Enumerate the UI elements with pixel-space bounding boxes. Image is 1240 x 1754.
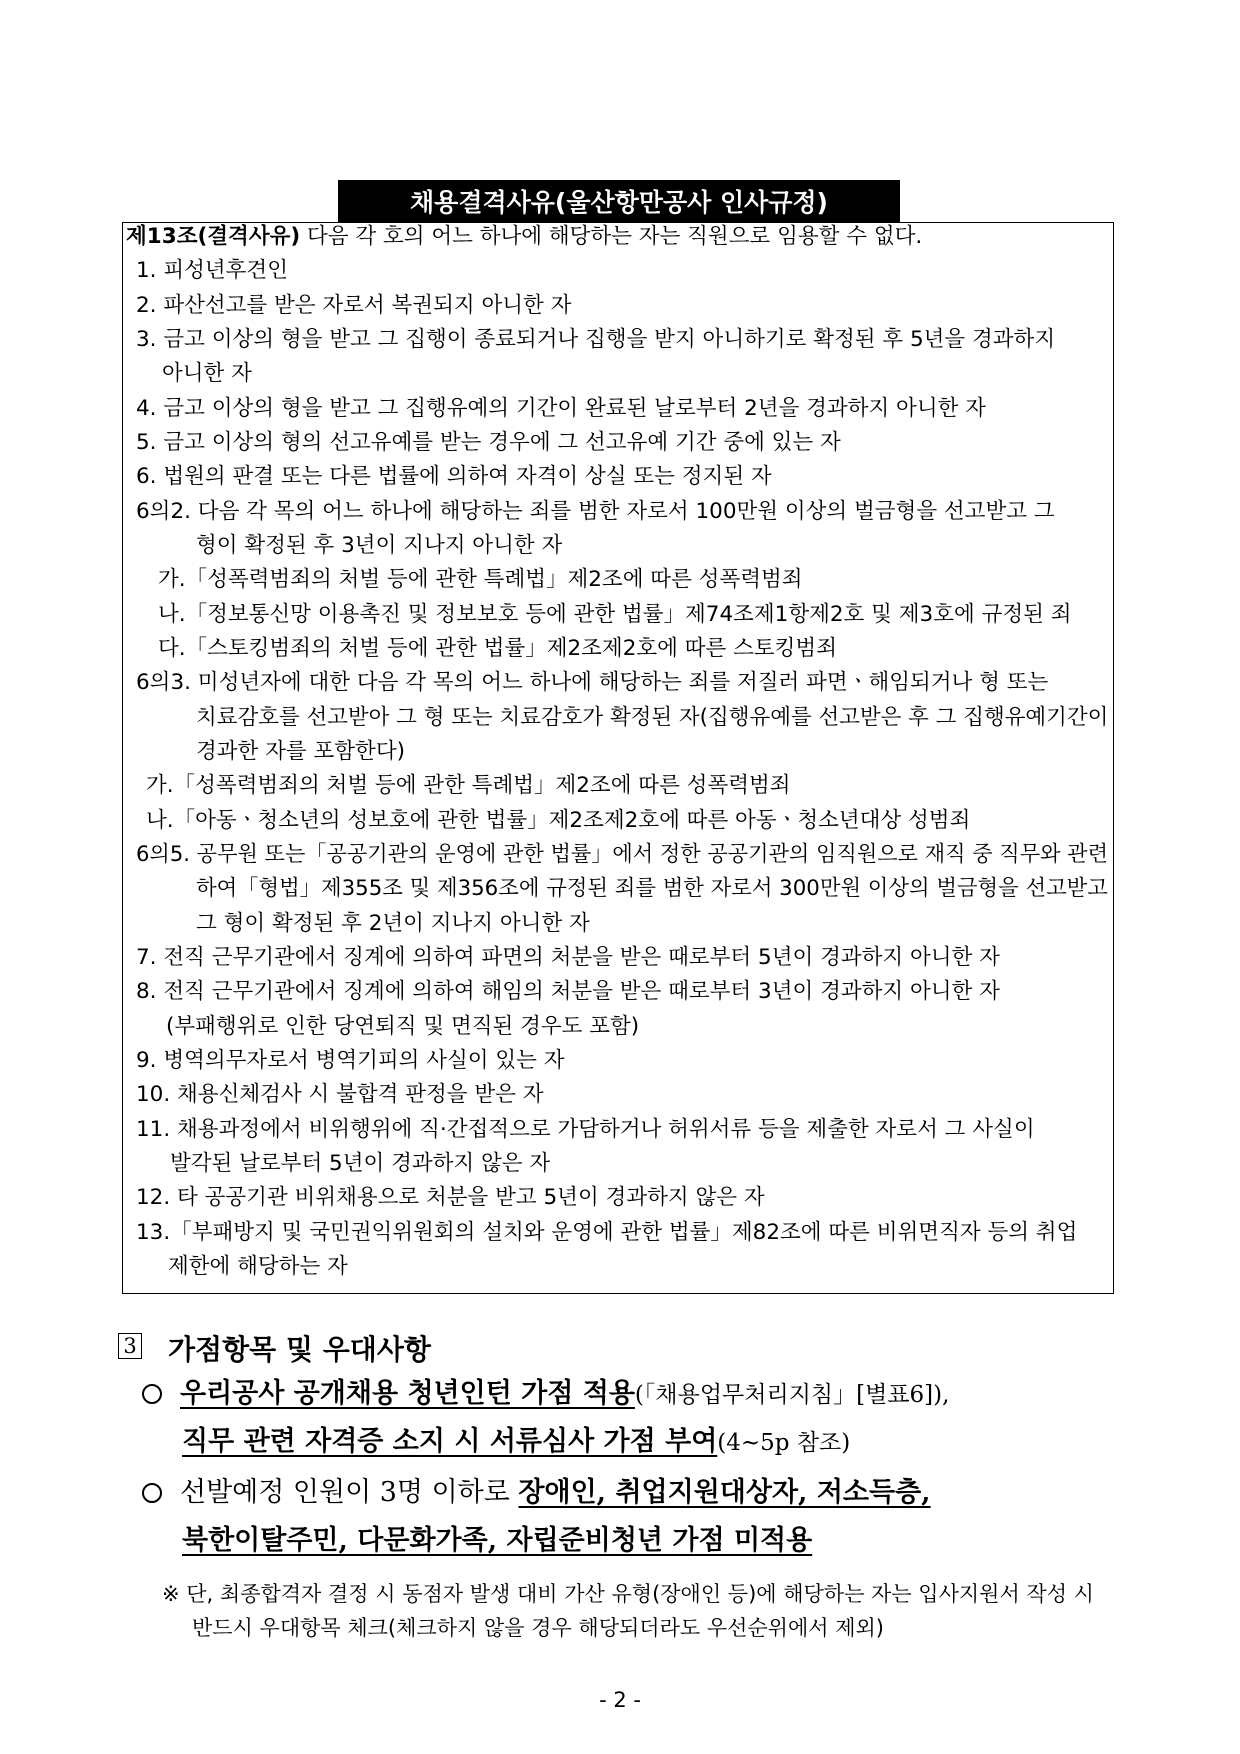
rule-line: 경과한 자를 포함한다) <box>196 739 405 764</box>
rule-line: 6의2. 다음 각 목의 어느 하나에 해당하는 죄를 범한 자로서 100만원 이상의 벌금형을 선고받고 그 <box>136 499 1055 524</box>
rule-line: 8. 전직 근무기관에서 징계에 의하여 해임의 처분을 받은 때로부터 3년이 경과하지 아니한 자 <box>136 979 1000 1004</box>
page-number: - 2 - <box>599 1688 641 1712</box>
bullet-2-emphasis: 장애인, 취업지원대상자, 저소득층, <box>518 1477 931 1508</box>
bullet-2-text: 선발예정 인원이 3명 이하로 <box>180 1477 519 1508</box>
rule-line: 나.「정보통신망 이용촉진 및 정보보호 등에 관한 법률」제74조제1항제2호 및 제3호에 규정된 죄 <box>158 602 1072 627</box>
rule-line: 하여「형법」제355조 및 제356조에 규정된 죄를 범한 자로서 300만원 이상의 벌금형을 선고받고 <box>196 876 1108 901</box>
rule-line: 11. 채용과정에서 비위행위에 직·간접적으로 가담하거나 허위서류 등을 제출한 자로서 그 사실이 <box>136 1117 1035 1142</box>
rule-line: 형이 확정된 후 3년이 지나지 아니한 자 <box>196 533 563 558</box>
rule-title: 채용결격사유(울산항만공사 인사규정) <box>338 180 900 222</box>
bullet-1-note-2: (4~5p 참조) <box>717 1430 851 1456</box>
rule-line: 6의3. 미성년자에 대한 다음 각 목의 어느 하나에 해당하는 죄를 저질러 파면ㆍ해임되거나 형 또는 <box>136 670 1049 695</box>
circle-bullet-icon <box>142 1483 162 1503</box>
bullet-1-line-2 <box>182 1428 850 1455</box>
rule-line: 나.「아동ㆍ청소년의 성보호에 관한 법률」제2조제2호에 따른 아동ㆍ청소년대상 성범죄 <box>146 808 971 833</box>
rule-line: 3. 금고 이상의 형을 받고 그 집행이 종료되거나 집행을 받지 아니하기로 확정된 후 5년을 경과하지 <box>136 327 1056 352</box>
rule-line: 9. 병역의무자로서 병역기피의 사실이 있는 자 <box>136 1048 565 1073</box>
rule-line: 그 형이 확정된 후 2년이 지나지 아니한 자 <box>196 911 590 936</box>
rule-line: 5. 금고 이상의 형의 선고유예를 받는 경우에 그 선고유예 기간 중에 있는 자 <box>136 430 841 455</box>
bullet-2-line-1 <box>180 1479 931 1506</box>
circle-bullet-icon <box>142 1384 162 1404</box>
rule-line: 12. 타 공공기관 비위채용으로 처분을 받고 5년이 경과하지 않은 자 <box>136 1185 765 1210</box>
section-number: 3 <box>118 1333 142 1359</box>
rule-line: 발각된 날로부터 5년이 경과하지 않은 자 <box>170 1151 551 1176</box>
note-line-2: 반드시 우대항목 체크(체크하지 않을 경우 해당되더라도 우선순위에서 제외) <box>192 1616 884 1640</box>
bullet-1-emphasis-2: 직무 관련 자격증 소지 시 서류심사 가점 부여 <box>182 1426 718 1457</box>
rule-line: 가.「성폭력범죄의 처벌 등에 관한 특례법」제2조에 따른 성폭력범죄 <box>158 567 803 592</box>
article-heading: 제13조(결격사유) <box>126 224 301 249</box>
rule-line: 6의5. 공무원 또는「공공기관의 운영에 관한 법률」에서 정한 공공기관의 임직원으로 재직 중 직무와 관련 <box>136 842 1108 867</box>
bullet-2-emphasis-2: 북한이탈주민, 다문화가족, 자립준비청년 가점 미적용 <box>182 1525 813 1556</box>
rule-line: 13.「부패방지 및 국민권익위원회의 설치와 운영에 관한 법률」제82조에 따른 비위면직자 등의 취업 <box>136 1220 1078 1245</box>
rule-line: (부패행위로 인한 당연퇴직 및 면직된 경우도 포함) <box>166 1014 640 1039</box>
bullet-2-line-2 <box>182 1527 812 1554</box>
bullet-1-emphasis: 우리공사 공개채용 청년인턴 가점 적용 <box>180 1378 635 1409</box>
rule-line: 치료감호를 선고받아 그 형 또는 치료감호가 확정된 자(집행유예를 선고받은 후 그 집행유예기간이 <box>196 705 1109 730</box>
bullet-1-line-1 <box>180 1380 949 1407</box>
rule-line: 제한에 해당하는 자 <box>168 1254 348 1279</box>
rule-line: 다.「스토킹범죄의 처벌 등에 관한 법률」제2조제2호에 따른 스토킹범죄 <box>158 636 837 661</box>
rule-line: 1. 피성년후견인 <box>136 258 288 283</box>
rule-line: 2. 파산선고를 받은 자로서 복권되지 아니한 자 <box>136 293 572 318</box>
rule-line: 4. 금고 이상의 형을 받고 그 집행유예의 기간이 완료된 날로부터 2년을 경과하지 아니한 자 <box>136 396 986 421</box>
bullet-1-note: (「채용업무처리지침」[별표6]), <box>634 1382 950 1408</box>
article-intro-text: 다음 각 호의 어느 하나에 해당하는 자는 직원으로 임용할 수 없다. <box>300 224 923 249</box>
rule-line: 가.「성폭력범죄의 처벌 등에 관한 특례법」제2조에 따른 성폭력범죄 <box>146 773 791 798</box>
rule-line: 7. 전직 근무기관에서 징계에 의하여 파면의 처분을 받은 때로부터 5년이 경과하지 아니한 자 <box>136 945 1000 970</box>
rule-line: 아니한 자 <box>162 361 252 386</box>
section-title: 가점항목 및 우대사항 <box>168 1333 431 1366</box>
note-line-1: ※ 단, 최종합격자 결정 시 동점자 발생 대비 가산 유형(장애인 등)에 해당하는 자는 입사지원서 작성 시 <box>162 1582 1094 1606</box>
rule-line: 6. 법원의 판결 또는 다른 법률에 의하여 자격이 상실 또는 정지된 자 <box>136 464 772 489</box>
rule-line: 10. 채용신체검사 시 불합격 판정을 받은 자 <box>136 1082 544 1107</box>
article-intro <box>126 226 922 248</box>
